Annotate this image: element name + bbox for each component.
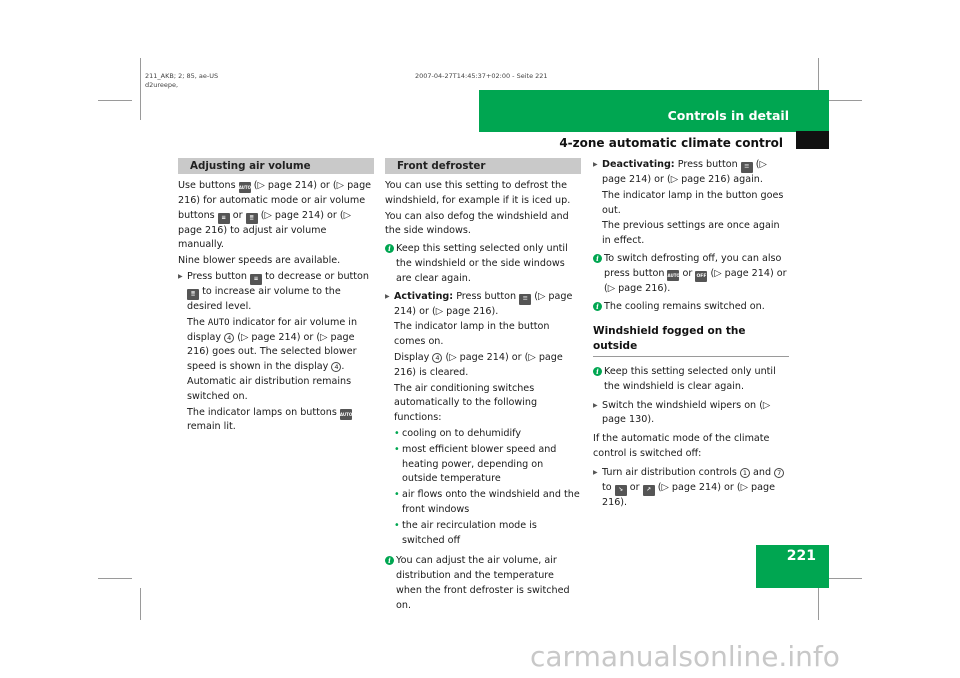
lamp-off-text: The indicator lamp in the button goes out. (602, 189, 784, 216)
text: To switch defrosting off, you can also press button (604, 252, 782, 279)
text: The indicator lamps on buttons (187, 406, 337, 418)
text: or (▷ page 216) to adjust air volume manually. (178, 209, 352, 251)
auto-mode-off-text: If the automatic mode of the climate control is switched off: (593, 433, 770, 459)
step-turn-controls (593, 466, 789, 511)
auto-button-icon: AUTO (239, 182, 251, 193)
section-title: Controls in detail (667, 108, 789, 123)
auto-button-icon: AUTO (667, 270, 679, 281)
fan-up-icon: ≣ (246, 213, 258, 224)
text: (▷ page 214) or (▷ page 216) goes out. The selected blower speed is shown in the display (187, 331, 357, 373)
text: or (629, 481, 640, 493)
print-meta-center: 2007-04-27T14:45:37+02:00 - Seite 221 (415, 72, 548, 80)
header-black-tab (796, 131, 829, 149)
fan-up-icon: ≣ (187, 289, 199, 300)
info-icon: i (385, 244, 394, 253)
list-item: • the air recirculation mode is switched off (385, 519, 581, 549)
text: Press button (456, 290, 517, 302)
text: The cooling remains switched on. (604, 300, 765, 312)
column-front-defroster (385, 158, 581, 617)
print-meta-left (145, 72, 218, 90)
display-cleared-text (385, 351, 581, 381)
text: (▷ page 214) or (▷ page 216) again. (602, 159, 767, 185)
watermark: carmanualsonline.info (530, 640, 840, 673)
label: Deactivating: (602, 159, 675, 170)
text: to increase air volume to the desired level. (187, 285, 341, 312)
print-meta-left-line1: 211_AKB; 2; 85, ae-US (145, 72, 219, 80)
crop-mark-bl-h (98, 578, 132, 579)
crop-mark-bl-v (140, 588, 141, 620)
distribution-windshield-footwell-icon: ↗ (643, 485, 655, 496)
print-meta-left-line2: d2ureepe, (145, 81, 179, 89)
crop-mark-tl-v (140, 58, 141, 120)
text: Use buttons (178, 180, 236, 191)
info-icon: i (593, 254, 602, 263)
crop-mark-tr-h (828, 100, 862, 101)
callout-4: 4 (331, 362, 341, 372)
subsection-title: 4-zone automatic climate control (559, 136, 783, 150)
defrost-intro: You can use this setting to defrost the windshield, for example if it is iced up. (385, 180, 571, 206)
info-note (593, 300, 789, 315)
column-adjusting-air-volume (178, 158, 374, 436)
fan-down-icon: ≡ (250, 274, 262, 285)
distribution-windshield-icon: ↘ (615, 485, 627, 496)
text: Display (394, 351, 430, 363)
info-icon: i (385, 556, 394, 565)
crop-mark-tl-h (98, 100, 132, 101)
indicator-lamps-text (178, 406, 374, 436)
info-note (385, 242, 581, 286)
text: remain lit. (187, 421, 236, 433)
info-note (385, 554, 581, 613)
text: (▷ page 214) or (▷ page 216). (394, 290, 573, 317)
text: (▷ page 214) (253, 180, 317, 191)
info-icon: i (593, 302, 602, 311)
heading-windshield-fogged: Windshield fogged on the outside (593, 324, 789, 357)
callout-1: 1 (740, 468, 750, 478)
off-button-icon: OFF (695, 271, 707, 282)
list-item: • air flows onto the windshield and the front windows (385, 488, 581, 518)
step-press-button (178, 270, 374, 315)
text: (▷ page 214) or (▷ page 216) is cleared. (394, 351, 563, 378)
defrost-button-icon: ☰ (741, 162, 753, 173)
text: or (232, 209, 243, 221)
intro-paragraph (178, 179, 374, 253)
text: and (753, 466, 772, 478)
info-note (593, 365, 789, 395)
text: or (682, 267, 693, 279)
text: The (187, 316, 205, 328)
info-note (593, 252, 789, 297)
text: (▷ page 214) or (▷ page 216). (604, 267, 787, 294)
heading-adjusting-air-volume: Adjusting air volume (178, 158, 374, 174)
crop-mark-br-v (818, 588, 819, 620)
list-item: • most efficient blower speed and heating power, depending on outside temperature (385, 443, 581, 487)
step-switch-wipers: ▶ Switch the windshield wipers on (▷ page 130). (593, 399, 789, 429)
list-item: • cooling on to dehumidify (385, 427, 581, 442)
text: Press button (677, 159, 738, 170)
callout-4: 4 (224, 333, 234, 343)
text: (▷ page 214) (260, 209, 324, 221)
text: indicator for air volume in display (187, 316, 358, 343)
auto-indicator: AUTO (207, 317, 230, 328)
text: to (602, 481, 612, 493)
lamp-on-text: The indicator lamp in the button comes on. (394, 321, 550, 348)
step-activating (385, 290, 581, 320)
text: to decrease or button (265, 270, 369, 282)
heading-front-defroster: Front defroster (385, 158, 581, 174)
text: Press button (187, 270, 247, 282)
fan-down-icon: ≡ (218, 213, 230, 224)
info-icon: i (593, 367, 602, 376)
text: Keep this setting selected only until the windshield or the side windows are clear again. (396, 243, 568, 284)
crop-mark-br-h (828, 578, 862, 579)
label: Activating: (394, 290, 454, 302)
auto-button-icon: AUTO (340, 409, 352, 420)
callout-4: 4 (432, 353, 442, 363)
page-number: 221 (786, 548, 816, 564)
text: or (▷ page 216) for automatic mode or air volume buttons (178, 180, 372, 221)
blower-speeds-text: Nine blower speeds are available. (178, 255, 341, 267)
auto-indicator-text (178, 316, 374, 405)
text: Keep this setting selected only until the windshield is clear again. (604, 365, 776, 392)
step-deactivating (593, 158, 789, 188)
text: You can adjust the air volume, air distribution and the temperature when the front defroster is switched on. (396, 555, 570, 611)
column-deactivating (593, 158, 789, 511)
auto-functions-text: The air conditioning switches automatically to the following functions: (394, 382, 538, 424)
callout-7: 7 (774, 468, 784, 478)
defrost-button-icon: ☰ (519, 294, 531, 305)
text: . Automatic air distribution remains switched on. (187, 361, 352, 402)
previous-settings-text: The previous settings are once again in effect. (602, 220, 780, 247)
text: (▷ page 214) or (▷ page 216). (602, 481, 775, 508)
defog-text: You can also defog the windshield and the side windows. (385, 210, 569, 237)
text: Turn air distribution controls (602, 466, 737, 478)
